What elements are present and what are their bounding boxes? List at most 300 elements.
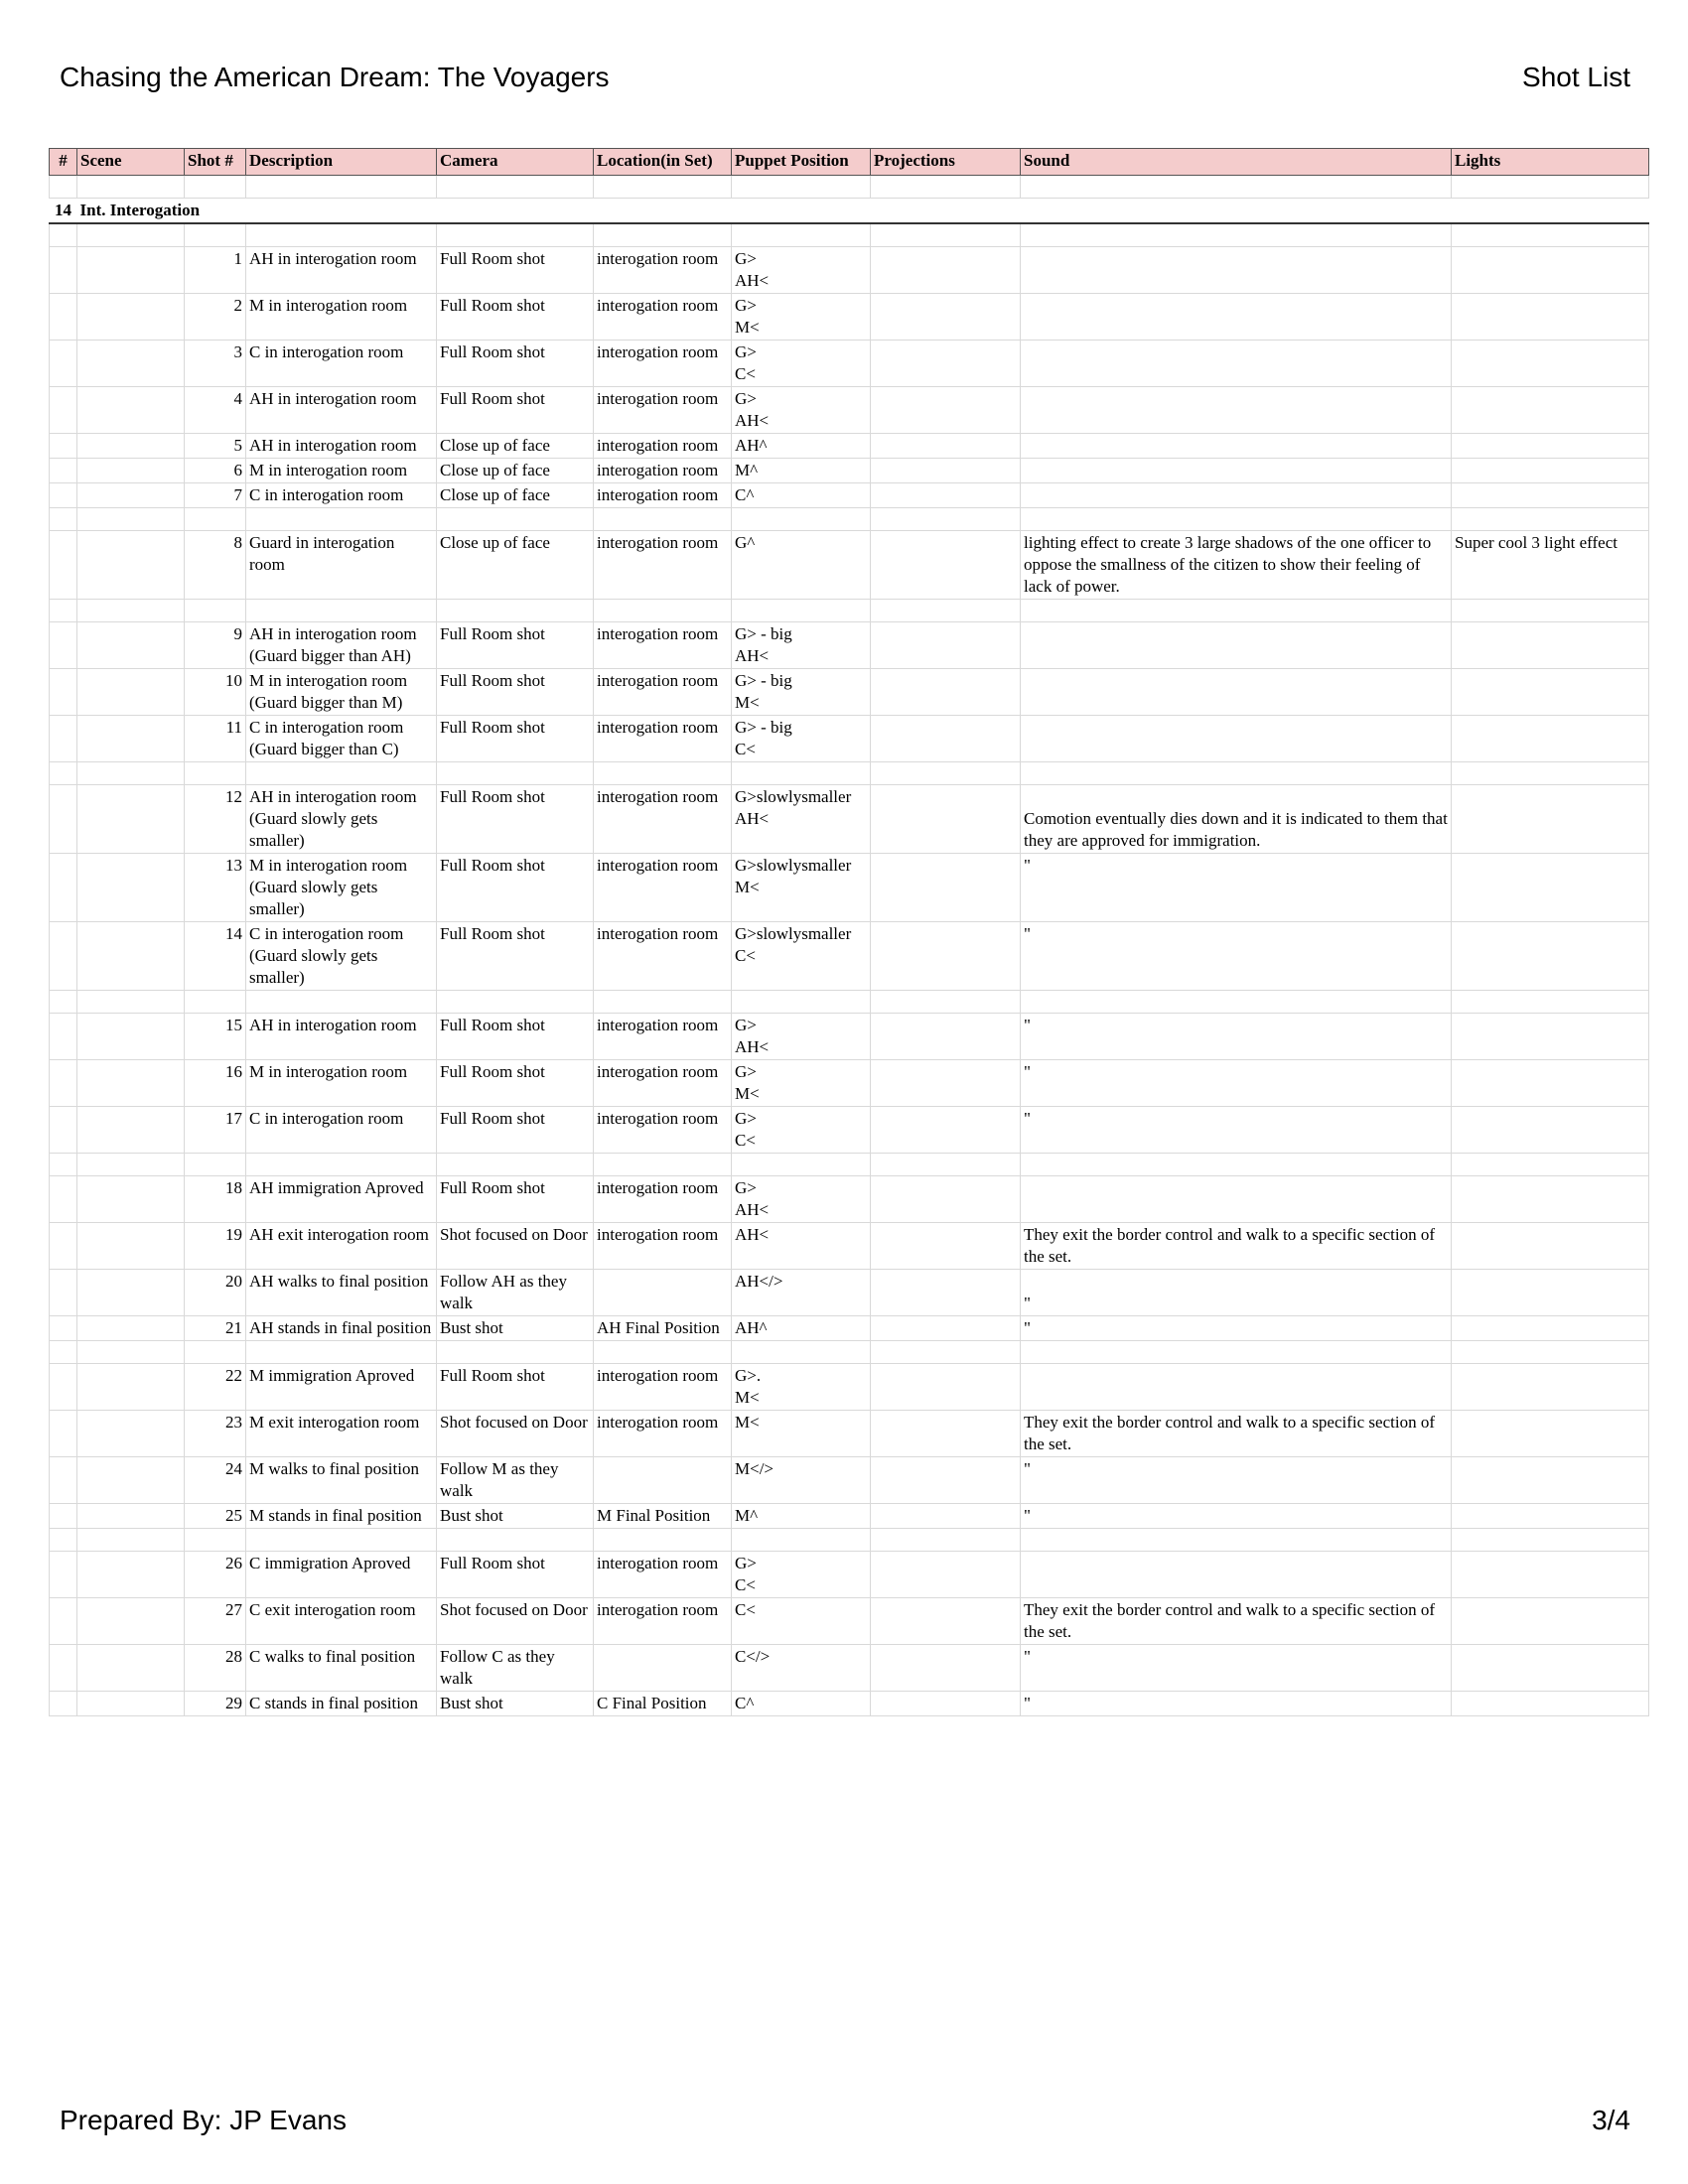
table-row [50, 1060, 1649, 1107]
row-index-cell [50, 600, 77, 622]
table-row [50, 531, 1649, 600]
shot-location: interogation room [594, 341, 732, 387]
row-scene-cell [77, 1411, 185, 1457]
puppet-position: G> C< [732, 1552, 871, 1598]
shot-projections [871, 1270, 1021, 1316]
shot-sound [1021, 294, 1452, 341]
col-header-puppet-position: Puppet Position [732, 149, 871, 176]
shot-number: 9 [185, 622, 246, 669]
shot-sound: Comotion eventually dies down and it is indicated to them that they are approved for immigration. [1021, 785, 1452, 854]
scene-row [50, 199, 1649, 224]
shot-camera [437, 1154, 594, 1176]
shot-camera: Full Room shot [437, 387, 594, 434]
puppet-position: G> C< [732, 1107, 871, 1154]
shot-description: AH in interogation room [246, 387, 437, 434]
table-row [50, 1014, 1649, 1060]
shot-number: 25 [185, 1504, 246, 1529]
shot-camera: Full Room shot [437, 1176, 594, 1223]
shot-lights [1452, 854, 1649, 922]
table-row [50, 785, 1649, 854]
shot-description: C in interogation room (Guard slowly gets smaller) [246, 922, 437, 991]
shot-projections [871, 508, 1021, 531]
shot-number: 11 [185, 716, 246, 762]
row-scene-cell [77, 1223, 185, 1270]
shot-description: AH in interogation room [246, 434, 437, 459]
shot-description: M exit interogation room [246, 1411, 437, 1457]
shot-description: AH in interogation room [246, 247, 437, 294]
shot-number: 10 [185, 669, 246, 716]
shot-projections [871, 531, 1021, 600]
row-index-cell [50, 1107, 77, 1154]
shot-description [246, 508, 437, 531]
shot-lights [1452, 1598, 1649, 1645]
row-index-cell [50, 294, 77, 341]
puppet-position [732, 762, 871, 785]
shot-projections [871, 1176, 1021, 1223]
puppet-position: G> AH< [732, 1176, 871, 1223]
row-scene-cell [77, 459, 185, 483]
shot-camera: Full Room shot [437, 341, 594, 387]
row-index-cell [50, 1529, 77, 1552]
row-scene-cell [77, 1645, 185, 1692]
table-row [50, 1504, 1649, 1529]
puppet-position: G>slowlysmaller C< [732, 922, 871, 991]
shot-camera: Full Room shot [437, 1364, 594, 1411]
shot-lights [1452, 716, 1649, 762]
table-row [50, 387, 1649, 434]
shot-camera [437, 991, 594, 1014]
shot-description: AH exit interogation room [246, 1223, 437, 1270]
row-scene-cell [77, 1060, 185, 1107]
shot-number: 12 [185, 785, 246, 854]
shot-number: 23 [185, 1411, 246, 1457]
shot-description: AH walks to final position [246, 1270, 437, 1316]
shot-description [246, 1154, 437, 1176]
row-index-cell [50, 434, 77, 459]
shot-lights [1452, 294, 1649, 341]
shot-location [594, 762, 732, 785]
shot-location: M Final Position [594, 1504, 732, 1529]
shot-sound: " [1021, 854, 1452, 922]
shot-camera: Bust shot [437, 1504, 594, 1529]
shot-description: AH in interogation room (Guard slowly gets smaller) [246, 785, 437, 854]
row-scene-cell [77, 531, 185, 600]
shot-description: C stands in final position [246, 1692, 437, 1716]
shot-sound: " [1021, 1014, 1452, 1060]
shot-lights [1452, 1223, 1649, 1270]
shot-sound [1021, 762, 1452, 785]
shot-camera [437, 1529, 594, 1552]
spacer-row [50, 1341, 1649, 1364]
shot-camera: Shot focused on Door [437, 1598, 594, 1645]
shot-description [246, 223, 437, 247]
shot-projections [871, 1154, 1021, 1176]
shot-lights [1452, 1341, 1649, 1364]
shot-number [185, 1154, 246, 1176]
shot-sound: " [1021, 1316, 1452, 1341]
row-index-cell [50, 1552, 77, 1598]
shot-sound: " [1021, 1060, 1452, 1107]
shot-number: 19 [185, 1223, 246, 1270]
spacer-row [50, 176, 1649, 199]
shot-sound [1021, 600, 1452, 622]
table-row [50, 434, 1649, 459]
shot-location: interogation room [594, 459, 732, 483]
table-row [50, 341, 1649, 387]
puppet-position [732, 223, 871, 247]
shot-sound: lighting effect to create 3 large shadows of the one officer to oppose the smallness of the citizen to show their feeling of lack of power. [1021, 531, 1452, 600]
shot-lights [1452, 600, 1649, 622]
shot-location [594, 223, 732, 247]
shot-location: interogation room [594, 622, 732, 669]
row-scene-cell [77, 1154, 185, 1176]
shot-projections [871, 922, 1021, 991]
row-scene-cell [77, 669, 185, 716]
table-row [50, 1411, 1649, 1457]
shot-camera: Follow C as they walk [437, 1645, 594, 1692]
shot-projections [871, 247, 1021, 294]
puppet-position: G> AH< [732, 387, 871, 434]
row-scene-cell [77, 1341, 185, 1364]
row-scene-cell [77, 341, 185, 387]
shot-sound [1021, 1341, 1452, 1364]
table-row [50, 1552, 1649, 1598]
shot-sound [1021, 1154, 1452, 1176]
shot-projections [871, 785, 1021, 854]
puppet-position: G>slowlysmaller M< [732, 854, 871, 922]
shot-number [185, 223, 246, 247]
shot-projections [871, 1598, 1021, 1645]
row-scene-cell [77, 223, 185, 247]
table-row [50, 1107, 1649, 1154]
table-row [50, 922, 1649, 991]
shot-location [594, 1341, 732, 1364]
shot-sound [1021, 1529, 1452, 1552]
shot-projections [871, 854, 1021, 922]
row-index-cell [50, 716, 77, 762]
shot-lights [1452, 922, 1649, 991]
shot-sound [1021, 483, 1452, 508]
shot-camera: Full Room shot [437, 716, 594, 762]
shot-sound [1021, 669, 1452, 716]
row-index-cell [50, 669, 77, 716]
shot-location [594, 991, 732, 1014]
table-row [50, 1364, 1649, 1411]
shot-sound [1021, 341, 1452, 387]
table-row [50, 1692, 1649, 1716]
table-row [50, 854, 1649, 922]
shot-camera: Full Room shot [437, 922, 594, 991]
spacer-row [50, 991, 1649, 1014]
shot-location [594, 600, 732, 622]
shot-location: interogation room [594, 483, 732, 508]
shot-sound [1021, 716, 1452, 762]
shot-description: C exit interogation room [246, 1598, 437, 1645]
puppet-position: G> M< [732, 294, 871, 341]
row-index-cell [50, 1598, 77, 1645]
shot-sound: They exit the border control and walk to a specific section of the set. [1021, 1411, 1452, 1457]
table-row [50, 247, 1649, 294]
shot-camera: Full Room shot [437, 854, 594, 922]
shot-number: 7 [185, 483, 246, 508]
shot-sound [1021, 1364, 1452, 1411]
shot-projections [871, 991, 1021, 1014]
shot-location: interogation room [594, 1411, 732, 1457]
shot-camera: Bust shot [437, 1316, 594, 1341]
shot-projections [871, 1014, 1021, 1060]
shot-number: 4 [185, 387, 246, 434]
shot-lights [1452, 1107, 1649, 1154]
shot-number: 16 [185, 1060, 246, 1107]
shot-description [246, 991, 437, 1014]
spacer-row [50, 1154, 1649, 1176]
shot-lights [1452, 1060, 1649, 1107]
row-index-cell [50, 247, 77, 294]
puppet-position [732, 1154, 871, 1176]
shot-lights [1452, 341, 1649, 387]
shot-projections [871, 1692, 1021, 1716]
shot-lights [1452, 223, 1649, 247]
shot-location: C Final Position [594, 1692, 732, 1716]
prepared-by: Prepared By: JP Evans [60, 2105, 347, 2135]
shot-camera: Shot focused on Door [437, 1411, 594, 1457]
puppet-position [732, 1341, 871, 1364]
shot-location: interogation room [594, 854, 732, 922]
row-index-cell [50, 1645, 77, 1692]
shot-description: C in interogation room [246, 1107, 437, 1154]
puppet-position: G> AH< [732, 1014, 871, 1060]
puppet-position: G> AH< [732, 247, 871, 294]
table-row [50, 1645, 1649, 1692]
table-row [50, 716, 1649, 762]
shot-projections [871, 294, 1021, 341]
shot-projections [871, 1504, 1021, 1529]
shot-sound: " [1021, 1107, 1452, 1154]
shot-camera: Full Room shot [437, 1014, 594, 1060]
shot-camera: Close up of face [437, 434, 594, 459]
row-scene-cell [77, 1457, 185, 1504]
shot-camera: Full Room shot [437, 1107, 594, 1154]
puppet-position: M< [732, 1411, 871, 1457]
shot-sound: " [1021, 1504, 1452, 1529]
shot-camera: Full Room shot [437, 785, 594, 854]
shot-description: AH stands in final position [246, 1316, 437, 1341]
shot-projections [871, 1645, 1021, 1692]
shot-projections [871, 223, 1021, 247]
shot-description [246, 1341, 437, 1364]
shot-number: 28 [185, 1645, 246, 1692]
shot-number: 2 [185, 294, 246, 341]
puppet-position: AH^ [732, 434, 871, 459]
puppet-position: C^ [732, 483, 871, 508]
spacer-row [50, 600, 1649, 622]
shot-projections [871, 716, 1021, 762]
shot-location: interogation room [594, 1598, 732, 1645]
row-scene-cell [77, 508, 185, 531]
shot-description: AH in interogation room (Guard bigger than AH) [246, 622, 437, 669]
row-scene-cell [77, 622, 185, 669]
shot-number [185, 1341, 246, 1364]
shot-projections [871, 1341, 1021, 1364]
shot-number: 20 [185, 1270, 246, 1316]
shot-number [185, 991, 246, 1014]
shot-lights [1452, 1504, 1649, 1529]
row-index-cell [50, 991, 77, 1014]
row-scene-cell [77, 1692, 185, 1716]
row-scene-cell [77, 387, 185, 434]
shot-number: 8 [185, 531, 246, 600]
shot-description: C immigration Aproved [246, 1552, 437, 1598]
shot-camera [437, 508, 594, 531]
shot-lights [1452, 1645, 1649, 1692]
shot-number: 15 [185, 1014, 246, 1060]
row-scene-cell [77, 294, 185, 341]
row-scene-cell [77, 434, 185, 459]
shot-camera: Bust shot [437, 1692, 594, 1716]
shot-lights [1452, 1364, 1649, 1411]
shot-camera: Follow AH as they walk [437, 1270, 594, 1316]
shot-sound [1021, 223, 1452, 247]
shot-location: interogation room [594, 1223, 732, 1270]
shot-number: 26 [185, 1552, 246, 1598]
table-row [50, 294, 1649, 341]
shot-location [594, 1154, 732, 1176]
shot-number: 13 [185, 854, 246, 922]
shot-number: 29 [185, 1692, 246, 1716]
shot-lights [1452, 1176, 1649, 1223]
shot-location [594, 1457, 732, 1504]
row-index-cell [50, 922, 77, 991]
shot-location: interogation room [594, 434, 732, 459]
shot-lights [1452, 508, 1649, 531]
shot-projections [871, 1107, 1021, 1154]
shot-description: C in interogation room [246, 341, 437, 387]
row-scene-cell [77, 716, 185, 762]
shot-sound [1021, 387, 1452, 434]
shot-camera: Full Room shot [437, 622, 594, 669]
shot-number: 21 [185, 1316, 246, 1341]
shot-number: 14 [185, 922, 246, 991]
table-row [50, 669, 1649, 716]
shot-location: interogation room [594, 669, 732, 716]
shot-lights [1452, 1411, 1649, 1457]
shot-number: 24 [185, 1457, 246, 1504]
spacer-row [50, 1529, 1649, 1552]
col-header-camera: Camera [437, 149, 594, 176]
shot-description [246, 1529, 437, 1552]
shot-lights [1452, 483, 1649, 508]
table-row [50, 1270, 1649, 1316]
shot-lights [1452, 1270, 1649, 1316]
shot-number [185, 600, 246, 622]
shot-sound [1021, 247, 1452, 294]
row-scene-cell [77, 1552, 185, 1598]
shot-description: M in interogation room [246, 1060, 437, 1107]
shot-location: interogation room [594, 387, 732, 434]
shot-projections [871, 1457, 1021, 1504]
shot-camera [437, 1341, 594, 1364]
row-index-cell [50, 1692, 77, 1716]
puppet-position: G> - big AH< [732, 622, 871, 669]
shot-list-table [49, 148, 1649, 1716]
row-scene-cell [77, 1176, 185, 1223]
row-scene-cell [77, 762, 185, 785]
shot-description: M in interogation room [246, 294, 437, 341]
shot-number [185, 762, 246, 785]
shot-projections [871, 1411, 1021, 1457]
shot-description: AH in interogation room [246, 1014, 437, 1060]
shot-projections [871, 762, 1021, 785]
spacer-row [50, 223, 1649, 247]
shot-lights: Super cool 3 light effect [1452, 531, 1649, 600]
row-scene-cell [77, 600, 185, 622]
shot-projections [871, 1552, 1021, 1598]
puppet-position: M^ [732, 1504, 871, 1529]
row-index-cell [50, 223, 77, 247]
shot-lights [1452, 1014, 1649, 1060]
puppet-position: AH^ [732, 1316, 871, 1341]
row-index-cell [50, 1060, 77, 1107]
shot-camera: Full Room shot [437, 247, 594, 294]
shot-sound: " [1021, 1457, 1452, 1504]
puppet-position [732, 600, 871, 622]
shot-location: interogation room [594, 1176, 732, 1223]
shot-sound: " [1021, 922, 1452, 991]
puppet-position: G>. M< [732, 1364, 871, 1411]
row-index-cell [50, 1457, 77, 1504]
row-scene-cell [77, 247, 185, 294]
shot-location: interogation room [594, 716, 732, 762]
row-index-cell [50, 1176, 77, 1223]
shot-camera: Full Room shot [437, 669, 594, 716]
row-index-cell [50, 762, 77, 785]
shot-projections [871, 341, 1021, 387]
row-scene-cell [77, 1364, 185, 1411]
shot-camera: Follow M as they walk [437, 1457, 594, 1504]
spacer-row [50, 762, 1649, 785]
puppet-position: G> - big M< [732, 669, 871, 716]
shot-lights [1452, 1154, 1649, 1176]
puppet-position: M^ [732, 459, 871, 483]
shot-sound [1021, 1176, 1452, 1223]
row-scene-cell [77, 922, 185, 991]
shot-sound [1021, 991, 1452, 1014]
shot-lights [1452, 669, 1649, 716]
shot-projections [871, 1223, 1021, 1270]
table-row [50, 459, 1649, 483]
shot-camera: Shot focused on Door [437, 1223, 594, 1270]
puppet-position: AH< [732, 1223, 871, 1270]
shot-location: interogation room [594, 1107, 732, 1154]
row-index-cell [50, 483, 77, 508]
col-header-lights: Lights [1452, 149, 1649, 176]
shot-camera: Close up of face [437, 483, 594, 508]
shot-sound: " [1021, 1692, 1452, 1716]
page-number: 3/4 [1592, 2105, 1630, 2135]
shot-projections [871, 1060, 1021, 1107]
puppet-position: G> C< [732, 341, 871, 387]
shot-number: 1 [185, 247, 246, 294]
shot-location: interogation room [594, 922, 732, 991]
shot-projections [871, 1529, 1021, 1552]
shot-lights [1452, 1457, 1649, 1504]
shot-sound [1021, 622, 1452, 669]
shot-camera [437, 762, 594, 785]
shot-sound: " [1021, 1270, 1452, 1316]
shot-lights [1452, 762, 1649, 785]
shot-description: M in interogation room (Guard bigger than M) [246, 669, 437, 716]
row-scene-cell [77, 1316, 185, 1341]
